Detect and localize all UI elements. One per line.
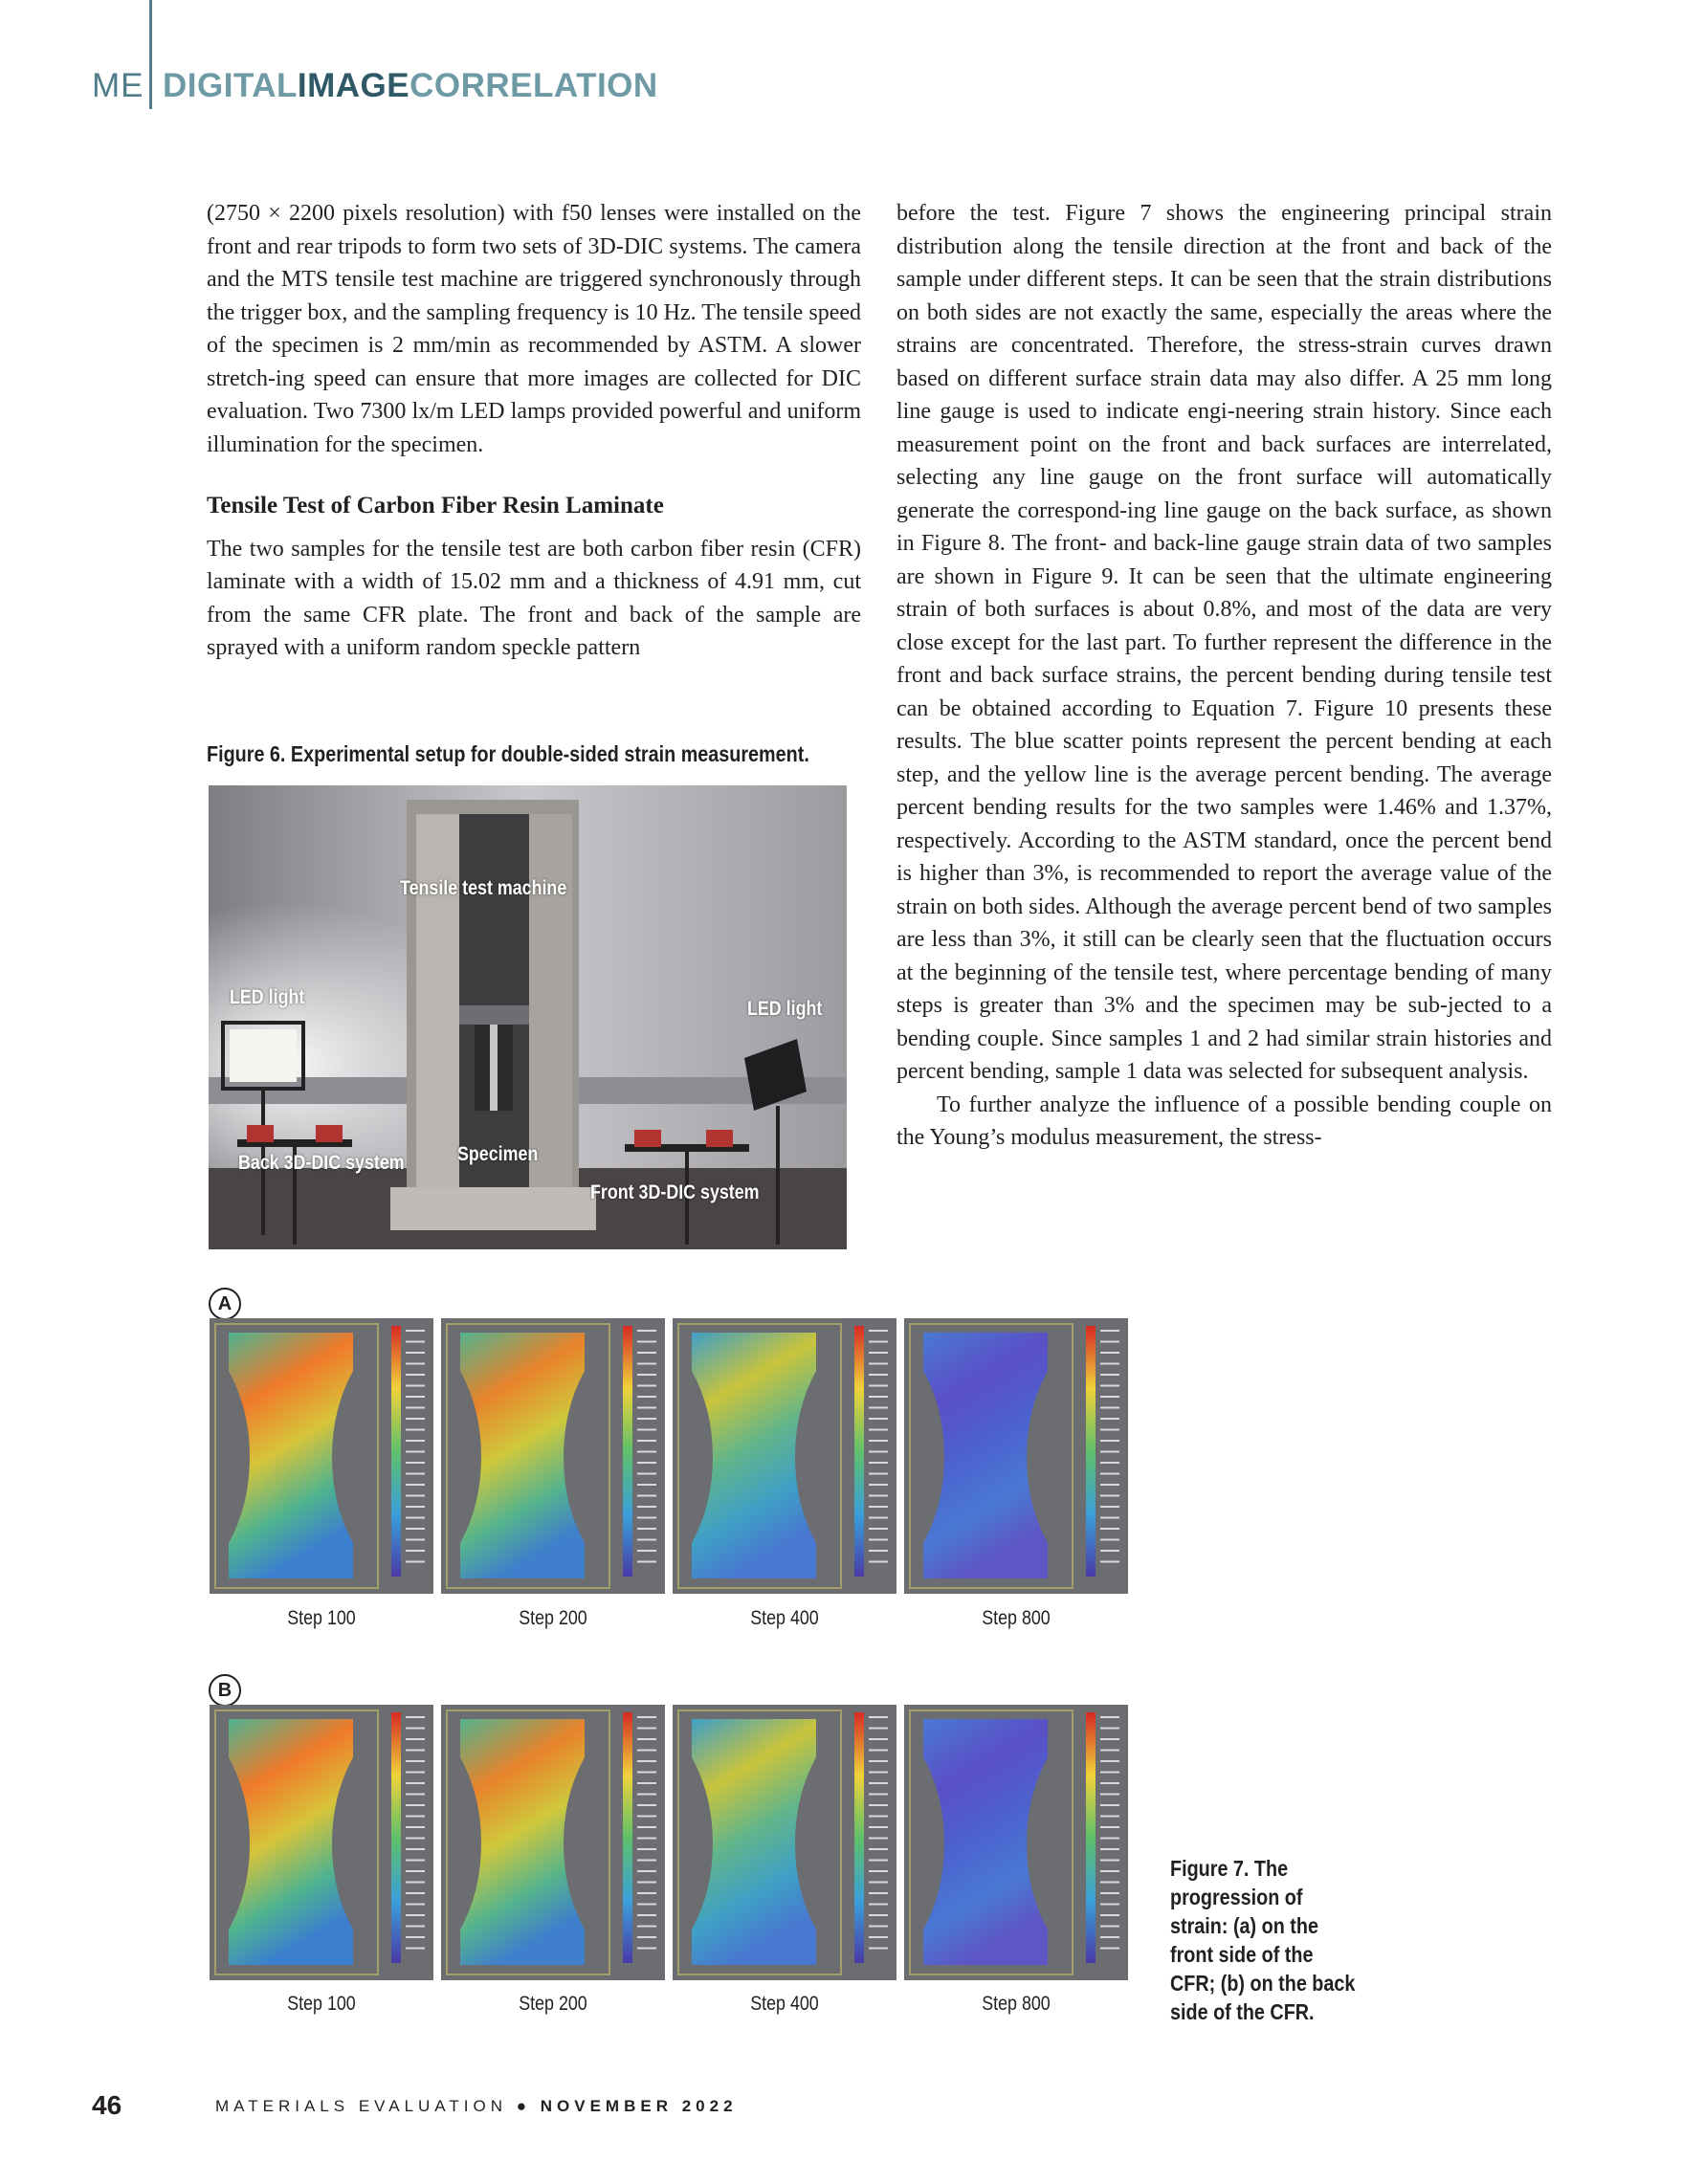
colorbar-tick [637,1506,656,1508]
strain-map-image [210,1705,433,1980]
colorbar-tick [869,1429,888,1431]
colorbar-tick [869,1904,888,1906]
strain-map-image [441,1705,665,1980]
colorbar-tick [869,1517,888,1519]
colorbar-tick [406,1936,425,1938]
colorbar-tick [869,1794,888,1796]
colorbar-tick [869,1451,888,1453]
strain-map-image [904,1318,1128,1594]
label-tensile-machine: Tensile test machine [400,877,567,899]
colorbar-tick [869,1352,888,1354]
colorbar-tick [406,1870,425,1872]
colorbar-tick [869,1495,888,1497]
colorbar-tick [869,1539,888,1541]
colorbar-tick [869,1330,888,1332]
colorbar-tick [406,1892,425,1894]
colorbar-tick [406,1826,425,1828]
colorbar-tick [869,1782,888,1784]
colorbar-tick [637,1363,656,1365]
figure-7-caption: Figure 7. The progression of strain: (a) on the front side of the CFR; (b) on the back side of the CFR. [1170,1856,1356,2024]
issue-date: NOVEMBER 2022 [540,2097,738,2115]
colorbar-tick [406,1352,425,1354]
colorbar-tick [406,1550,425,1552]
step-label: Step 800 [982,1607,1051,1629]
colorbar-tick [1100,1561,1119,1563]
label-front-dic: Front 3D-DIC system [590,1181,760,1203]
colorbar-tick [637,1451,656,1453]
colorbar-tick [869,1870,888,1872]
colorbar-tick [1100,1363,1119,1365]
colorbar-tick [869,1772,888,1774]
colorbar-tick [869,1860,888,1862]
colorbar-tick [637,1870,656,1872]
colorbar-tick [1100,1816,1119,1818]
right-column [896,197,1552,1155]
colorbar-tick [637,1539,656,1541]
colorbar-tick [406,1750,425,1752]
paragraph: The two samples for the tensile test are both carbon fiber resin (CFR) laminate with a width of 15.02 mm and a thickness of 4.91 mm, cut from the same CFR plate. The front and back of the sample are sprayed with a uniform random speckle pattern [207,536,861,660]
colorbar-tick [637,1385,656,1387]
colorbar-tick [637,1860,656,1862]
colorbar-tick [1100,1517,1119,1519]
colorbar-tick [1100,1716,1119,1718]
colorbar-tick [869,1716,888,1718]
colorbar-tick [1100,1892,1119,1894]
colorbar-tick [406,1804,425,1806]
colorbar-tick [1100,1738,1119,1740]
colorbar-tick [637,1374,656,1376]
colorbar-tick [869,1750,888,1752]
colorbar-tick [637,1440,656,1442]
colorbar-tick [406,1716,425,1718]
strain-map-panel [904,1318,1128,1594]
journal-name: MATERIALS EVALUATION [215,2097,507,2115]
colorbar-tick [1100,1407,1119,1409]
colorbar-tick [637,1904,656,1906]
label-led-left: LED light [230,986,305,1008]
colorbar-tick [1100,1750,1119,1752]
colorbar-tick [406,1495,425,1497]
colorbar-tick [637,1418,656,1420]
colorbar-tick [406,1396,425,1398]
colorbar-tick [869,1506,888,1508]
colorbar-tick [637,1804,656,1806]
colorbar-tick [406,1738,425,1740]
colorbar-tick [869,1914,888,1916]
colorbar-tick [1100,1948,1119,1950]
colorbar-tick [1100,1772,1119,1774]
step-label: Step 200 [519,1607,587,1629]
colorbar-tick [869,1826,888,1828]
colorbar-tick [1100,1429,1119,1431]
label-back-dic: Back 3D-DIC system [238,1152,405,1174]
label-led-right: LED light [747,998,823,1020]
colorbar-tick [869,1936,888,1938]
colorbar-tick [637,1396,656,1398]
figure-6-photo [209,785,847,1249]
colorbar-tick [406,1838,425,1840]
colorbar-tick [1100,1870,1119,1872]
colorbar-tick [1100,1462,1119,1464]
strain-map-image [673,1705,896,1980]
section-tag: ME [92,67,144,104]
colorbar-tick [1100,1330,1119,1332]
colorbar-tick [1100,1484,1119,1486]
colorbar-tick [637,1926,656,1928]
colorbar-tick [1100,1904,1119,1906]
colorbar-tick [406,1561,425,1563]
colorbar-tick [637,1794,656,1796]
colorbar-tick [406,1330,425,1332]
colorbar-tick [637,1738,656,1740]
colorbar-tick [637,1429,656,1431]
step-label: Step 400 [750,1607,819,1629]
colorbar-tick [637,1495,656,1497]
strain-map-panel [210,1705,433,1980]
colorbar-tick [406,1948,425,1950]
colorbar-tick [1100,1936,1119,1938]
colorbar-tick [869,1816,888,1818]
colorbar-tick [637,1782,656,1784]
colorbar-tick [406,1782,425,1784]
colorbar-tick [406,1848,425,1850]
colorbar-tick [406,1539,425,1541]
colorbar-tick [406,1341,425,1343]
label-specimen: Specimen [457,1143,539,1165]
colorbar-tick [1100,1860,1119,1862]
colorbar-tick [637,1407,656,1409]
colorbar-tick [406,1517,425,1519]
colorbar-tick [869,1948,888,1950]
colorbar-tick [1100,1506,1119,1508]
colorbar-tick [1100,1495,1119,1497]
colorbar-tick [406,1926,425,1928]
colorbar-tick [869,1550,888,1552]
colorbar-tick [406,1363,425,1365]
colorbar-tick [869,1848,888,1850]
colorbar-tick [406,1440,425,1442]
colorbar-tick [869,1892,888,1894]
colorbar-tick [406,1760,425,1762]
colorbar-tick [637,1750,656,1752]
colorbar-tick [1100,1451,1119,1453]
colorbar-tick [869,1440,888,1442]
subheading: Tensile Test of Carbon Fiber Resin Laminate [207,493,664,518]
colorbar-tick [1100,1418,1119,1420]
step-label: Step 100 [287,1607,356,1629]
colorbar-tick [869,1385,888,1387]
colorbar-tick [406,1816,425,1818]
colorbar-tick [406,1407,425,1409]
colorbar-tick [637,1352,656,1354]
strain-map-panel [904,1705,1128,1980]
colorbar-tick [1100,1794,1119,1796]
strain-map-panel [441,1318,665,1594]
colorbar-tick [869,1804,888,1806]
colorbar-tick [637,1848,656,1850]
colorbar-tick [869,1341,888,1343]
colorbar-tick [406,1882,425,1884]
colorbar-tick [406,1794,425,1796]
strain-map-panel [441,1705,665,1980]
colorbar-tick [1100,1882,1119,1884]
colorbar-tick [637,1772,656,1774]
colorbar-tick [637,1892,656,1894]
section-title [163,67,658,105]
colorbar-tick [637,1914,656,1916]
colorbar-tick [637,1816,656,1818]
colorbar-tick [406,1473,425,1475]
colorbar-tick [406,1528,425,1530]
colorbar-tick [406,1772,425,1774]
colorbar-tick [869,1738,888,1740]
colorbar-tick [1100,1550,1119,1552]
colorbar-tick [1100,1838,1119,1840]
colorbar-tick [406,1860,425,1862]
colorbar-tick [1100,1374,1119,1376]
colorbar-tick [406,1484,425,1486]
colorbar-tick [1100,1528,1119,1530]
colorbar-tick [637,1948,656,1950]
colorbar-tick [1100,1728,1119,1730]
colorbar-tick [406,1374,425,1376]
paragraph: To further analyze the influence of a possible bending couple on the Young’s modulus measurement, the stress- [896,1092,1552,1150]
colorbar-tick [869,1374,888,1376]
colorbar-tick [1100,1804,1119,1806]
colorbar-tick [637,1936,656,1938]
colorbar-tick [1100,1760,1119,1762]
colorbar-tick [869,1473,888,1475]
colorbar-tick [406,1506,425,1508]
colorbar-tick [637,1341,656,1343]
colorbar-tick [637,1760,656,1762]
paragraph: before the test. Figure 7 shows the engineering principal strain distribution along the tensile direction at the front and back of the sample under different steps. It can be seen that the strain distributions on both sides are not exactly the same, especially the areas where the strains are concentrated. Therefore, the stress-strain curves drawn based on different surface strain data may also differ. A 25 mm long line gauge is used to indicate engi-neering strain history. Since each measurement point on the front and back surfaces are interrelated, selecting any line gauge on the front surface will automatically generate the correspond-ing line gauge on the back surface, as shown in Figure 8. The front- and back-line gauge strain data of two samples are shown in Figure 9. It can be seen that the ultimate engineering strain of both surfaces is about 0.8%, and most of the data are very close except for the last part. To further represent the difference in the front and back surface strains, the percent bending during tensile test can be obtained according to Equation 7. Figure 10 presents these results. The blue scatter points represent the percent bending at each step, and the yellow line is the average percent bending. The average percent bending results for the two samples were 1.46% and 1.37%, respectively. According to the ASTM standard, once the percent bend is higher than 3%, is recommended to report the average value of the strain on both sides. Although the average percent bend of two samples are less than 3%, it still can be clearly seen that the fluctuation occurs at the beginning of the tensile test, where percentage bending of many steps is greater than 3% and the specimen may be sub-jected to a bending couple. Since samples 1 and 2 had similar strain histories and percent bending, sample 1 data was selected for subsequent analysis. [896,201,1552,1084]
colorbar-tick [637,1716,656,1718]
colorbar-tick [869,1407,888,1409]
colorbar-tick [637,1528,656,1530]
colorbar-tick [637,1561,656,1563]
colorbar-tick [637,1462,656,1464]
journal-footer [215,2097,738,2116]
colorbar-tick [406,1728,425,1730]
panel-a-marker: A [209,1288,241,1320]
panel-b-marker: B [209,1674,241,1707]
paragraph: (2750 × 2200 pixels resolution) with f50 lenses were installed on the front and rear tripods to form two sets of 3D-DIC systems. The camera and the MTS tensile test machine are triggered synchronously through the trigger box, and the sampling frequency is 10 Hz. The tensile speed of the specimen is 2 mm/min as recommended by ASTM. A slower stretch-ing speed can ensure that more images are collected for DIC evaluation. Two 7300 lx/m LED lamps provided powerful and uniform illumination for the specimen. [207,201,861,457]
colorbar-tick [637,1517,656,1519]
colorbar-tick [406,1462,425,1464]
colorbar-tick [869,1462,888,1464]
colorbar-tick [869,1760,888,1762]
strain-map-image [904,1705,1128,1980]
colorbar-tick [869,1838,888,1840]
colorbar-tick [869,1484,888,1486]
colorbar-tick [406,1914,425,1916]
header-rule [149,0,152,109]
colorbar-tick [869,1396,888,1398]
step-label: Step 100 [287,1993,356,2015]
colorbar-tick [869,1728,888,1730]
title-part-1: DIGITAL [163,67,298,104]
colorbar-tick [869,1561,888,1563]
colorbar-tick [1100,1385,1119,1387]
title-part-2: IMAGE [297,67,410,104]
colorbar-tick [1100,1782,1119,1784]
page-number: 46 [92,2090,122,2120]
colorbar-tick [1100,1396,1119,1398]
colorbar-tick [637,1484,656,1486]
colorbar-tick [406,1385,425,1387]
colorbar-tick [406,1451,425,1453]
colorbar-tick [869,1363,888,1365]
left-column [207,197,861,665]
strain-map-panel [210,1318,433,1594]
colorbar-tick [1100,1848,1119,1850]
colorbar-tick [637,1330,656,1332]
colorbar-tick [637,1826,656,1828]
colorbar-tick [869,1926,888,1928]
colorbar-tick [1100,1926,1119,1928]
step-label: Step 800 [982,1993,1051,2015]
strain-map-image [210,1318,433,1594]
colorbar-tick [869,1528,888,1530]
colorbar-tick [637,1728,656,1730]
strain-map-panel [673,1318,896,1594]
colorbar-tick [1100,1539,1119,1541]
colorbar-tick [637,1550,656,1552]
title-part-3: CORRELATION [409,67,658,104]
colorbar-tick [406,1904,425,1906]
colorbar-tick [637,1882,656,1884]
step-label: Step 400 [750,1993,819,2015]
colorbar-tick [637,1473,656,1475]
colorbar-tick [406,1429,425,1431]
colorbar-tick [1100,1914,1119,1916]
colorbar-tick [406,1418,425,1420]
footer-bullet: ● [516,2097,532,2115]
colorbar-tick [869,1882,888,1884]
colorbar-tick [1100,1440,1119,1442]
figure-6-caption: Figure 6. Experimental setup for double-sided strain measurement. [207,741,809,766]
colorbar-tick [1100,1826,1119,1828]
colorbar-tick [1100,1352,1119,1354]
step-label: Step 200 [519,1993,587,2015]
strain-map-image [441,1318,665,1594]
strain-map-image [673,1318,896,1594]
colorbar-tick [1100,1473,1119,1475]
colorbar-tick [637,1838,656,1840]
colorbar-tick [1100,1341,1119,1343]
strain-map-panel [673,1705,896,1980]
colorbar-tick [869,1418,888,1420]
